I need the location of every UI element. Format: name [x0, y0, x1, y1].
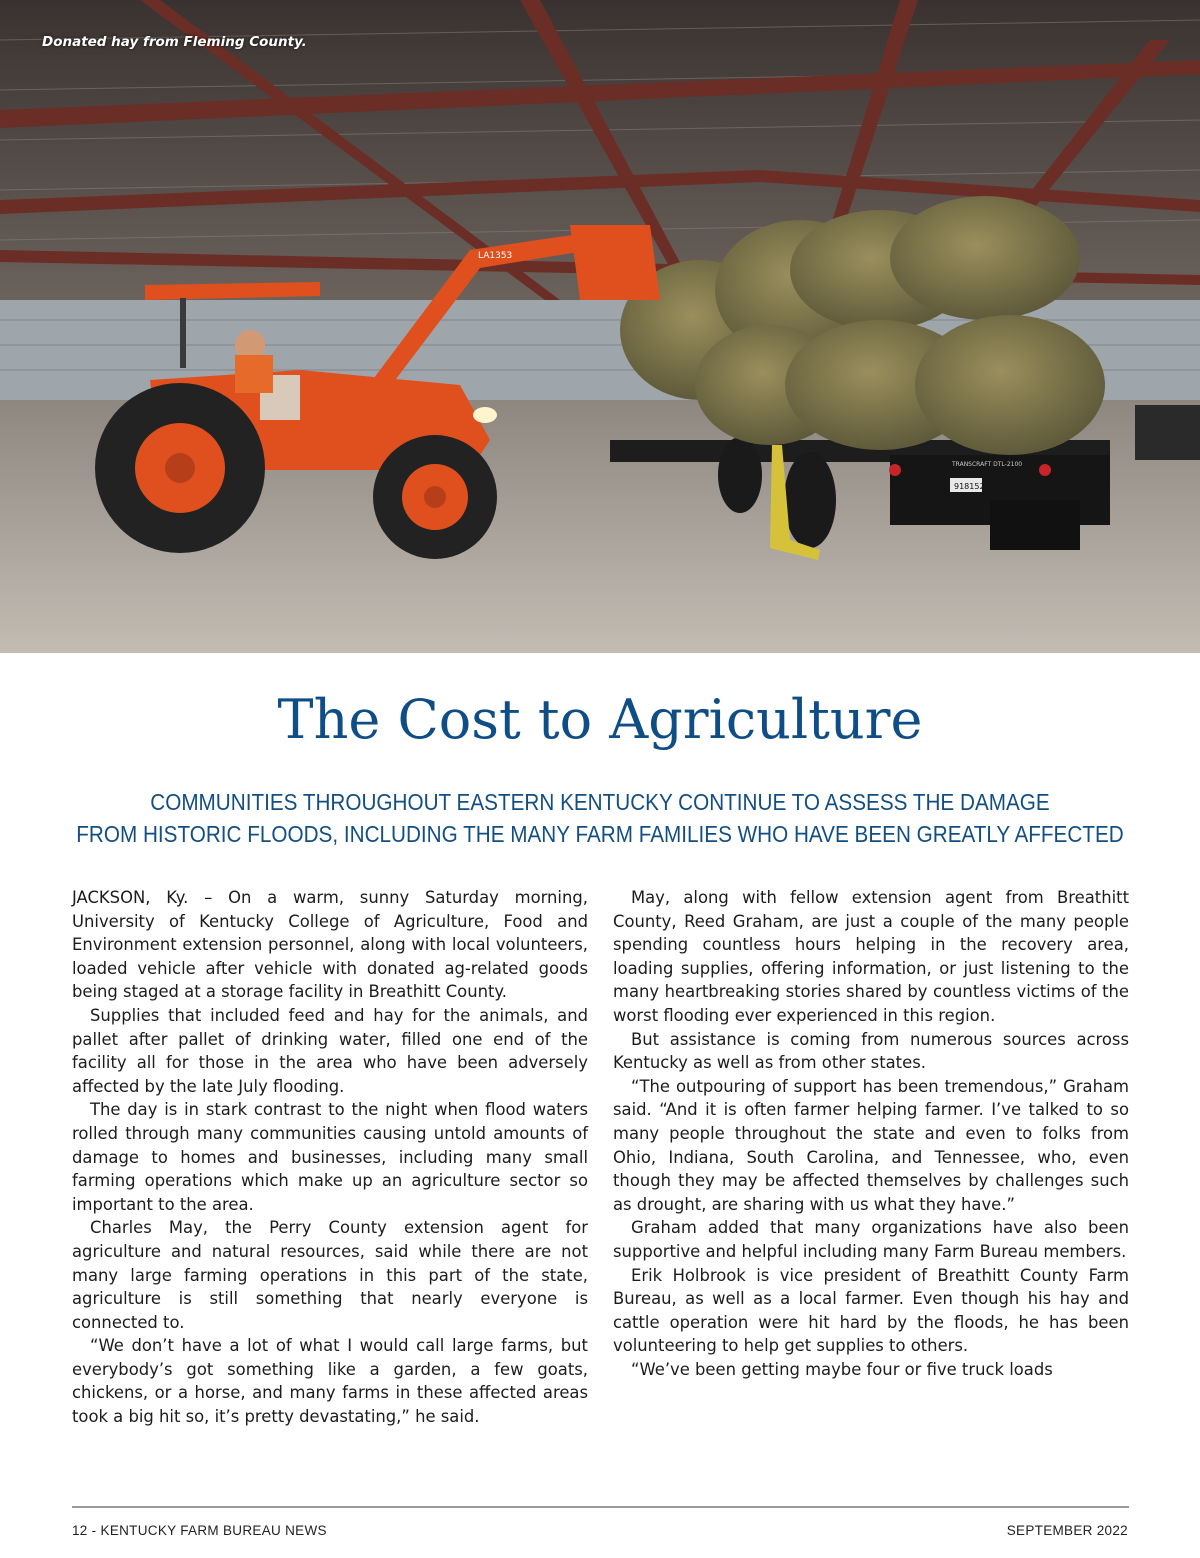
paragraph: Graham added that many organizations have also been supportive and helpful including many Farm Bureau members.	[613, 1218, 1129, 1261]
paragraph: May, along with fellow extension agent from Breathitt County, Reed Graham, are just a couple of the many people spending countless hours helping in the recovery area, loading supplies, offering information, or just listening to the many heartbreaking stories shared by countless victims of the worst flooding ever experienced in this region.	[613, 888, 1129, 1025]
hay-barn-illustration	[0, 0, 1200, 653]
trailer-wheel	[718, 437, 762, 513]
paragraph: JACKSON, Ky. – On a warm, sunny Saturday morning, University of Kentucky College of Agriculture, Food and Environment extension personnel, along with local volunteers, loaded vehicle after vehicle with donated ag-related goods being staged at a storage facility in Breathitt County.	[72, 888, 588, 1002]
paragraph: But assistance is coming from numerous sources across Kentucky as well as from other states.	[613, 1029, 1129, 1073]
paragraph: Erik Holbrook is vice president of Breathitt County Farm Bureau, as well as a local farmer. Even though his hay and cattle operation were hit hard by the floods, he has been volunteering to help get supplies to others.	[613, 1265, 1129, 1356]
license-plate: 918152	[954, 482, 985, 491]
footer-publication: 12 - KENTUCKY FARM BUREAU NEWS	[72, 1523, 327, 1538]
hero-photo	[0, 0, 1200, 653]
pickup-truck	[1135, 405, 1200, 460]
subtitle-line: FROM HISTORIC FLOODS, INCLUDING THE MANY FARM FAMILIES WHO HAVE BEEN GREATLY AFFECTED	[76, 821, 1124, 847]
photo-caption: Donated hay from Fleming County.	[42, 34, 307, 50]
paragraph: Supplies that included feed and hay for the animals, and pallet after pallet of drinking water, filled one end of the facility all for those in the area who have been adversely affected by the late July flooding.	[72, 1005, 588, 1096]
paragraph: “The outpouring of support has been tremendous,” Graham said. “And it is often farmer helping farmer. I’ve talked to so many people throughout the state and even to folks from Ohio, Indiana, South Carolina, and Tennessee, who, even though they may be affected themselves by challenges such as drought, are sharing with us what they have.”	[613, 1076, 1129, 1214]
article-body	[72, 886, 1129, 1429]
footer-divider	[72, 1506, 1129, 1508]
article-subtitle	[60, 786, 1140, 850]
right-column	[613, 886, 1129, 1429]
trailer-wheel	[784, 452, 836, 548]
paragraph: Charles May, the Perry County extension agent for agriculture and natural resources, said while there are not many large farming operations in this part of the state, agriculture is still something that nearly everyone is connected to.	[72, 1218, 588, 1332]
paragraph: “We’ve been getting maybe four or five truck loads	[631, 1359, 1053, 1379]
trailer-brand: TRANSCRAFT DTL-2100	[952, 461, 1023, 468]
left-column	[72, 886, 588, 1429]
paragraph: The day is in stark contrast to the night when flood waters rolled through many communities causing untold amounts of damage to homes and businesses, including many small farming operations which make up an agriculture sector so important to the area.	[72, 1100, 588, 1214]
subtitle-line: COMMUNITIES THROUGHOUT EASTERN KENTUCKY CONTINUE TO ASSESS THE DAMAGE	[150, 789, 1050, 815]
tractor-marking: LA1353	[478, 251, 513, 261]
article-title: The Cost to Agriculture	[277, 688, 923, 751]
footer-date: SEPTEMBER 2022	[1006, 1523, 1128, 1538]
paragraph: “We don’t have a lot of what I would call large farms, but everybody’s got something like a garden, a few goats, chickens, or a horse, and many farms in these affected areas took a big hit so, it’s pretty devastating,” he said.	[72, 1336, 588, 1427]
